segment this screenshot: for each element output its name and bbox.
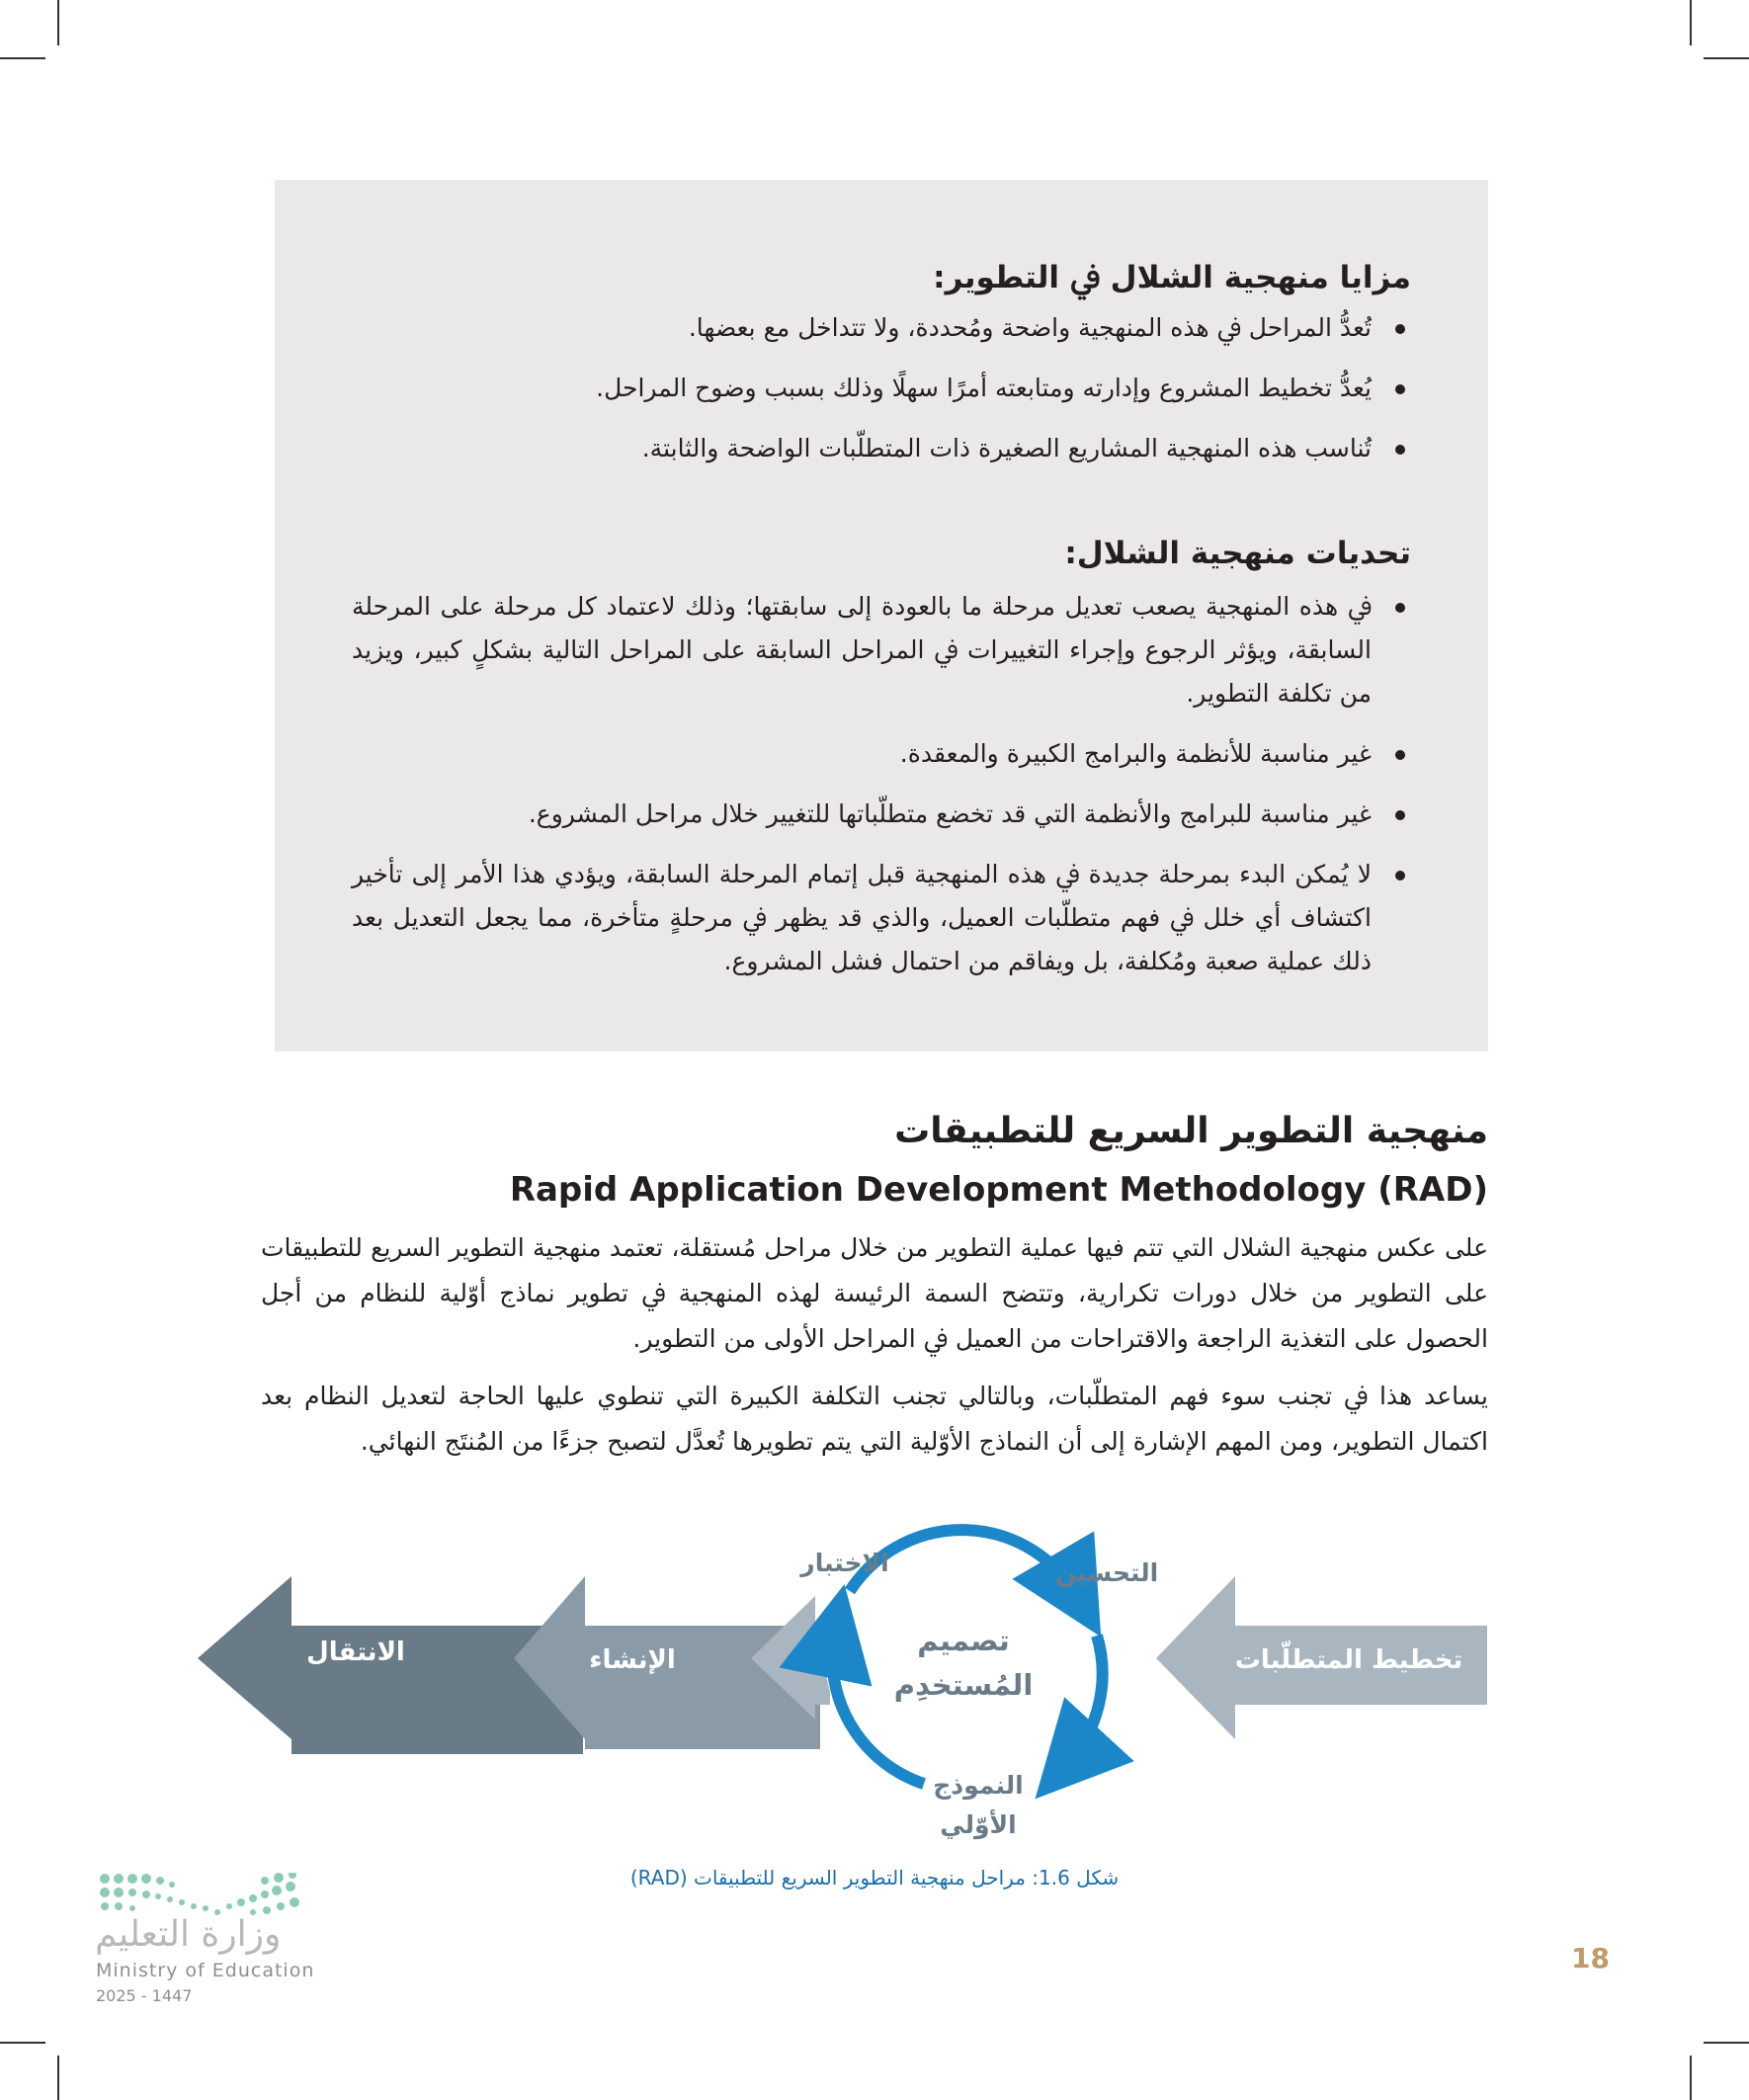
page-number: 18 bbox=[1571, 1942, 1610, 1974]
cycle-prototype-label-2: الأوّلي bbox=[940, 1810, 1017, 1839]
cycle-prototype-label-1: النموذج bbox=[933, 1771, 1024, 1800]
crop-mark bbox=[1690, 0, 1692, 45]
ministry-name-arabic: وزارة التعليم bbox=[95, 1914, 282, 1955]
cycle-center-label-2: المُستخدِم bbox=[893, 1668, 1034, 1702]
advantages-list bbox=[553, 306, 1411, 487]
list-item: تُعدُّ المراحل ﰲ هذه المنهجية واضحة ومُحددة، ولا تتداخل مع بعضها. bbox=[553, 306, 1411, 350]
list-item: يُعدُّ تخطيط المشروع وإدارته ومتابعته أمرًا سهلًا وذلك بسبب وضوح المراحل. bbox=[553, 367, 1411, 410]
cycle-testing-label: الاختبار bbox=[800, 1549, 889, 1577]
rad-diagram bbox=[188, 1522, 1502, 1868]
advantages-heading: مزايا منهجية الشلال ﰲ التطوير: bbox=[933, 260, 1411, 295]
ministry-year: 2025 - 1447 bbox=[96, 1986, 193, 2005]
stage-construction-label: الإنشاء bbox=[589, 1645, 676, 1675]
list-item: لا يُمكن البدء بمرحلة جديدة ﰲ هذه المنهجية قبل إتمام المرحلة السابقة، ويؤدي هذا الأمر إلى تأخير اكتشاف أي خلل ﰲ فهم متطلّبات العميل، والذي قد يظهر ﰲ مرحلةٍ متأخرة، مما يجعل التعديل بعد ذلك عملية صعبة ومُكلفة، بل ويفاقم من احتمال فشل المشروع. bbox=[352, 853, 1411, 983]
list-item: ﰲ هذه المنهجية يصعب تعديل مرحلة ما بالعودة إلى سابقتها؛ وذلك لاعتماد كل مرحلة على المرحلة السابقة، ويؤثر الرجوع وإجراء التغييرات ﰲ المراحل السابقة على المراحل التالية بشكلٍ كبير، ويزيد من تكلفة التطوير. bbox=[352, 585, 1411, 715]
crop-mark bbox=[57, 2056, 59, 2100]
ministry-name-english: Ministry of Education bbox=[96, 1960, 315, 1981]
rad-paragraph-2: يساعد هذا ﰲ تجنب سوء فهم المتطلّبات، وبالتالي تجنب التكلفة الكبيرة التي تنطوي عليها الحاجة لتعديل النظام بعد اكتمال التطوير، ومن المهم الإشارة إلى أن النماذج الأوّلية التي يتم تطويرها تُعدَّل لتصبح جزءًا من المُنتَج النهائي. bbox=[261, 1382, 1488, 1456]
challenges-list bbox=[352, 585, 1411, 1000]
cycle-improving-label: التحسين bbox=[1054, 1558, 1159, 1587]
stage-planning-label: تخطيط المتطلّبات bbox=[1234, 1645, 1463, 1675]
cycle-center-label-1: تصميم bbox=[917, 1624, 1010, 1657]
challenges-heading: تحديات منهجية الشلال: bbox=[1064, 536, 1411, 571]
crop-mark bbox=[57, 0, 59, 45]
list-item: غير مناسبة للبرامج والأنظمة التي قد تخضع متطلّباتها للتغيير خلال مراحل المشروع. bbox=[352, 793, 1411, 836]
list-item: تُناسب هذه المنهجية المشاريع الصغيرة ذات المتطلّبات الواضحة والثابتة. bbox=[553, 427, 1411, 470]
crop-mark bbox=[1704, 2042, 1749, 2044]
rad-title-english: Rapid Application Development Methodology (RAD) bbox=[509, 1170, 1488, 1210]
figure-caption: شكل 1.6: مراحل منهجية التطوير السريع للتطبيقات (RAD) bbox=[629, 1866, 1120, 1890]
list-item: غير مناسبة للأنظمة والبرامج الكبيرة والمعقدة. bbox=[352, 732, 1411, 776]
crop-mark bbox=[0, 57, 45, 59]
stage-transition-label: الانتقال bbox=[306, 1638, 405, 1667]
crop-mark bbox=[0, 2042, 45, 2044]
crop-mark bbox=[1704, 57, 1749, 59]
rad-title-arabic: منهجية التطوير السريع للتطبيقات bbox=[894, 1111, 1488, 1151]
rad-paragraph-1: على عكس منهجية الشلال التي تتم فيها عملية التطوير من خلال مراحل مُستقلة، تعتمد منهجية التطوير السريع للتطبيقات على التطوير من خلال دورات تكرارية، وتتضح السمة الرئيسة لهذه المنهجية ﰲ تطوير نماذج أوّلية للنظام من أجل الحصول على التغذية الراجعة والاقتراحات من العميل ﰲ المراحل الأولى من التطوير. bbox=[261, 1233, 1488, 1353]
crop-mark bbox=[1690, 2056, 1692, 2100]
